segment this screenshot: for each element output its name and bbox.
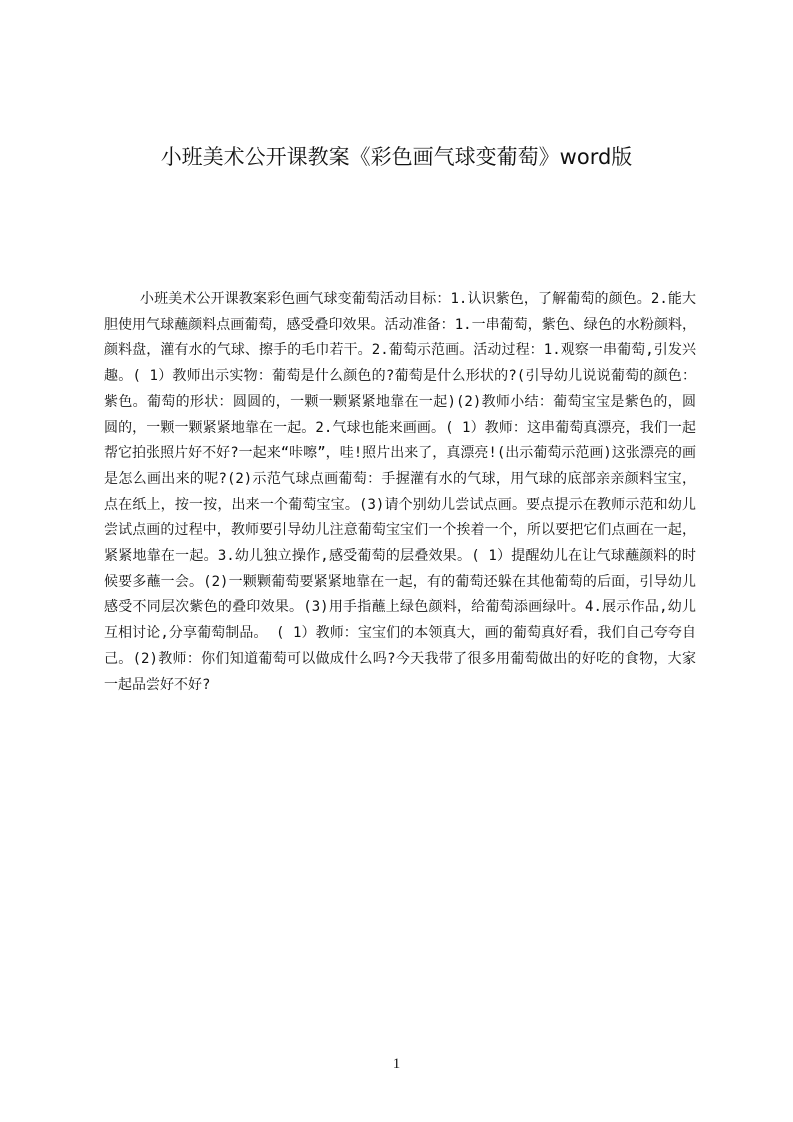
document-title: 小班美术公开课教案《彩色画气球变葡萄》word版	[160, 145, 633, 169]
page-number: 1	[392, 1056, 401, 1072]
document-body-paragraph: 小班美术公开课教案彩色画气球变葡萄活动目标：1.认识紫色，了解葡萄的颜色。2.能大胆使用气球蘸颜料点画葡萄，感受叠印效果。活动准备：1.一串葡萄，紫色、绿色的水粉颜料，颜料盘，灌有水的气球、擦手的毛巾若干。2.葡萄示范画。活动过程：1.观察一串葡萄,引发兴趣。( 1）教师出示实物：葡萄是什么颜色的?葡萄是什么形状的?(引导幼儿说说葡萄的颜色：紫色。葡萄的形状：圆圆的，一颗一颗紧紧地靠在一起)(2)教师小结：葡萄宝宝是紫色的，圆圆的，一颗一颗紧紧地靠在一起。2.气球也能来画画。( 1）教师：这串葡萄真漂亮，我们一起帮它拍张照片好不好?一起来“咔嚓”，哇!照片出来了，真漂亮!(出示葡萄示范画)这张漂亮的画是怎么画出来的呢?(2)示范气球点画葡萄：手握灌有水的气球，用气球的底部亲亲颜料宝宝，点在纸上，按一按，出来一个葡萄宝宝。(3)请个别幼儿尝试点画。要点提示在教师示范和幼儿尝试点画的过程中，教师要引导幼儿注意葡萄宝宝们一个挨着一个，所以要把它们点画在一起，紧紧地靠在一起。3.幼儿独立操作,感受葡萄的层叠效果。( 1）提醒幼儿在让气球蘸颜料的时候要多蘸一会。(2)一颗颗葡萄要紧紧地靠在一起，有的葡萄还躲在其他葡萄的后面，引导幼儿感受不同层次紫色的叠印效果。(3)用手指蘸上绿色颜料，给葡萄添画绿叶。4.展示作品,幼儿互相讨论,分享葡萄制品。 ( 1）教师：宝宝们的本领真大，画的葡萄真好看，我们自己夸夸自己。(2)教师：你们知道葡萄可以做成什么吗?今天我带了很多用葡萄做出的好吃的食物，大家一起品尝好不好?	[104, 291, 696, 693]
